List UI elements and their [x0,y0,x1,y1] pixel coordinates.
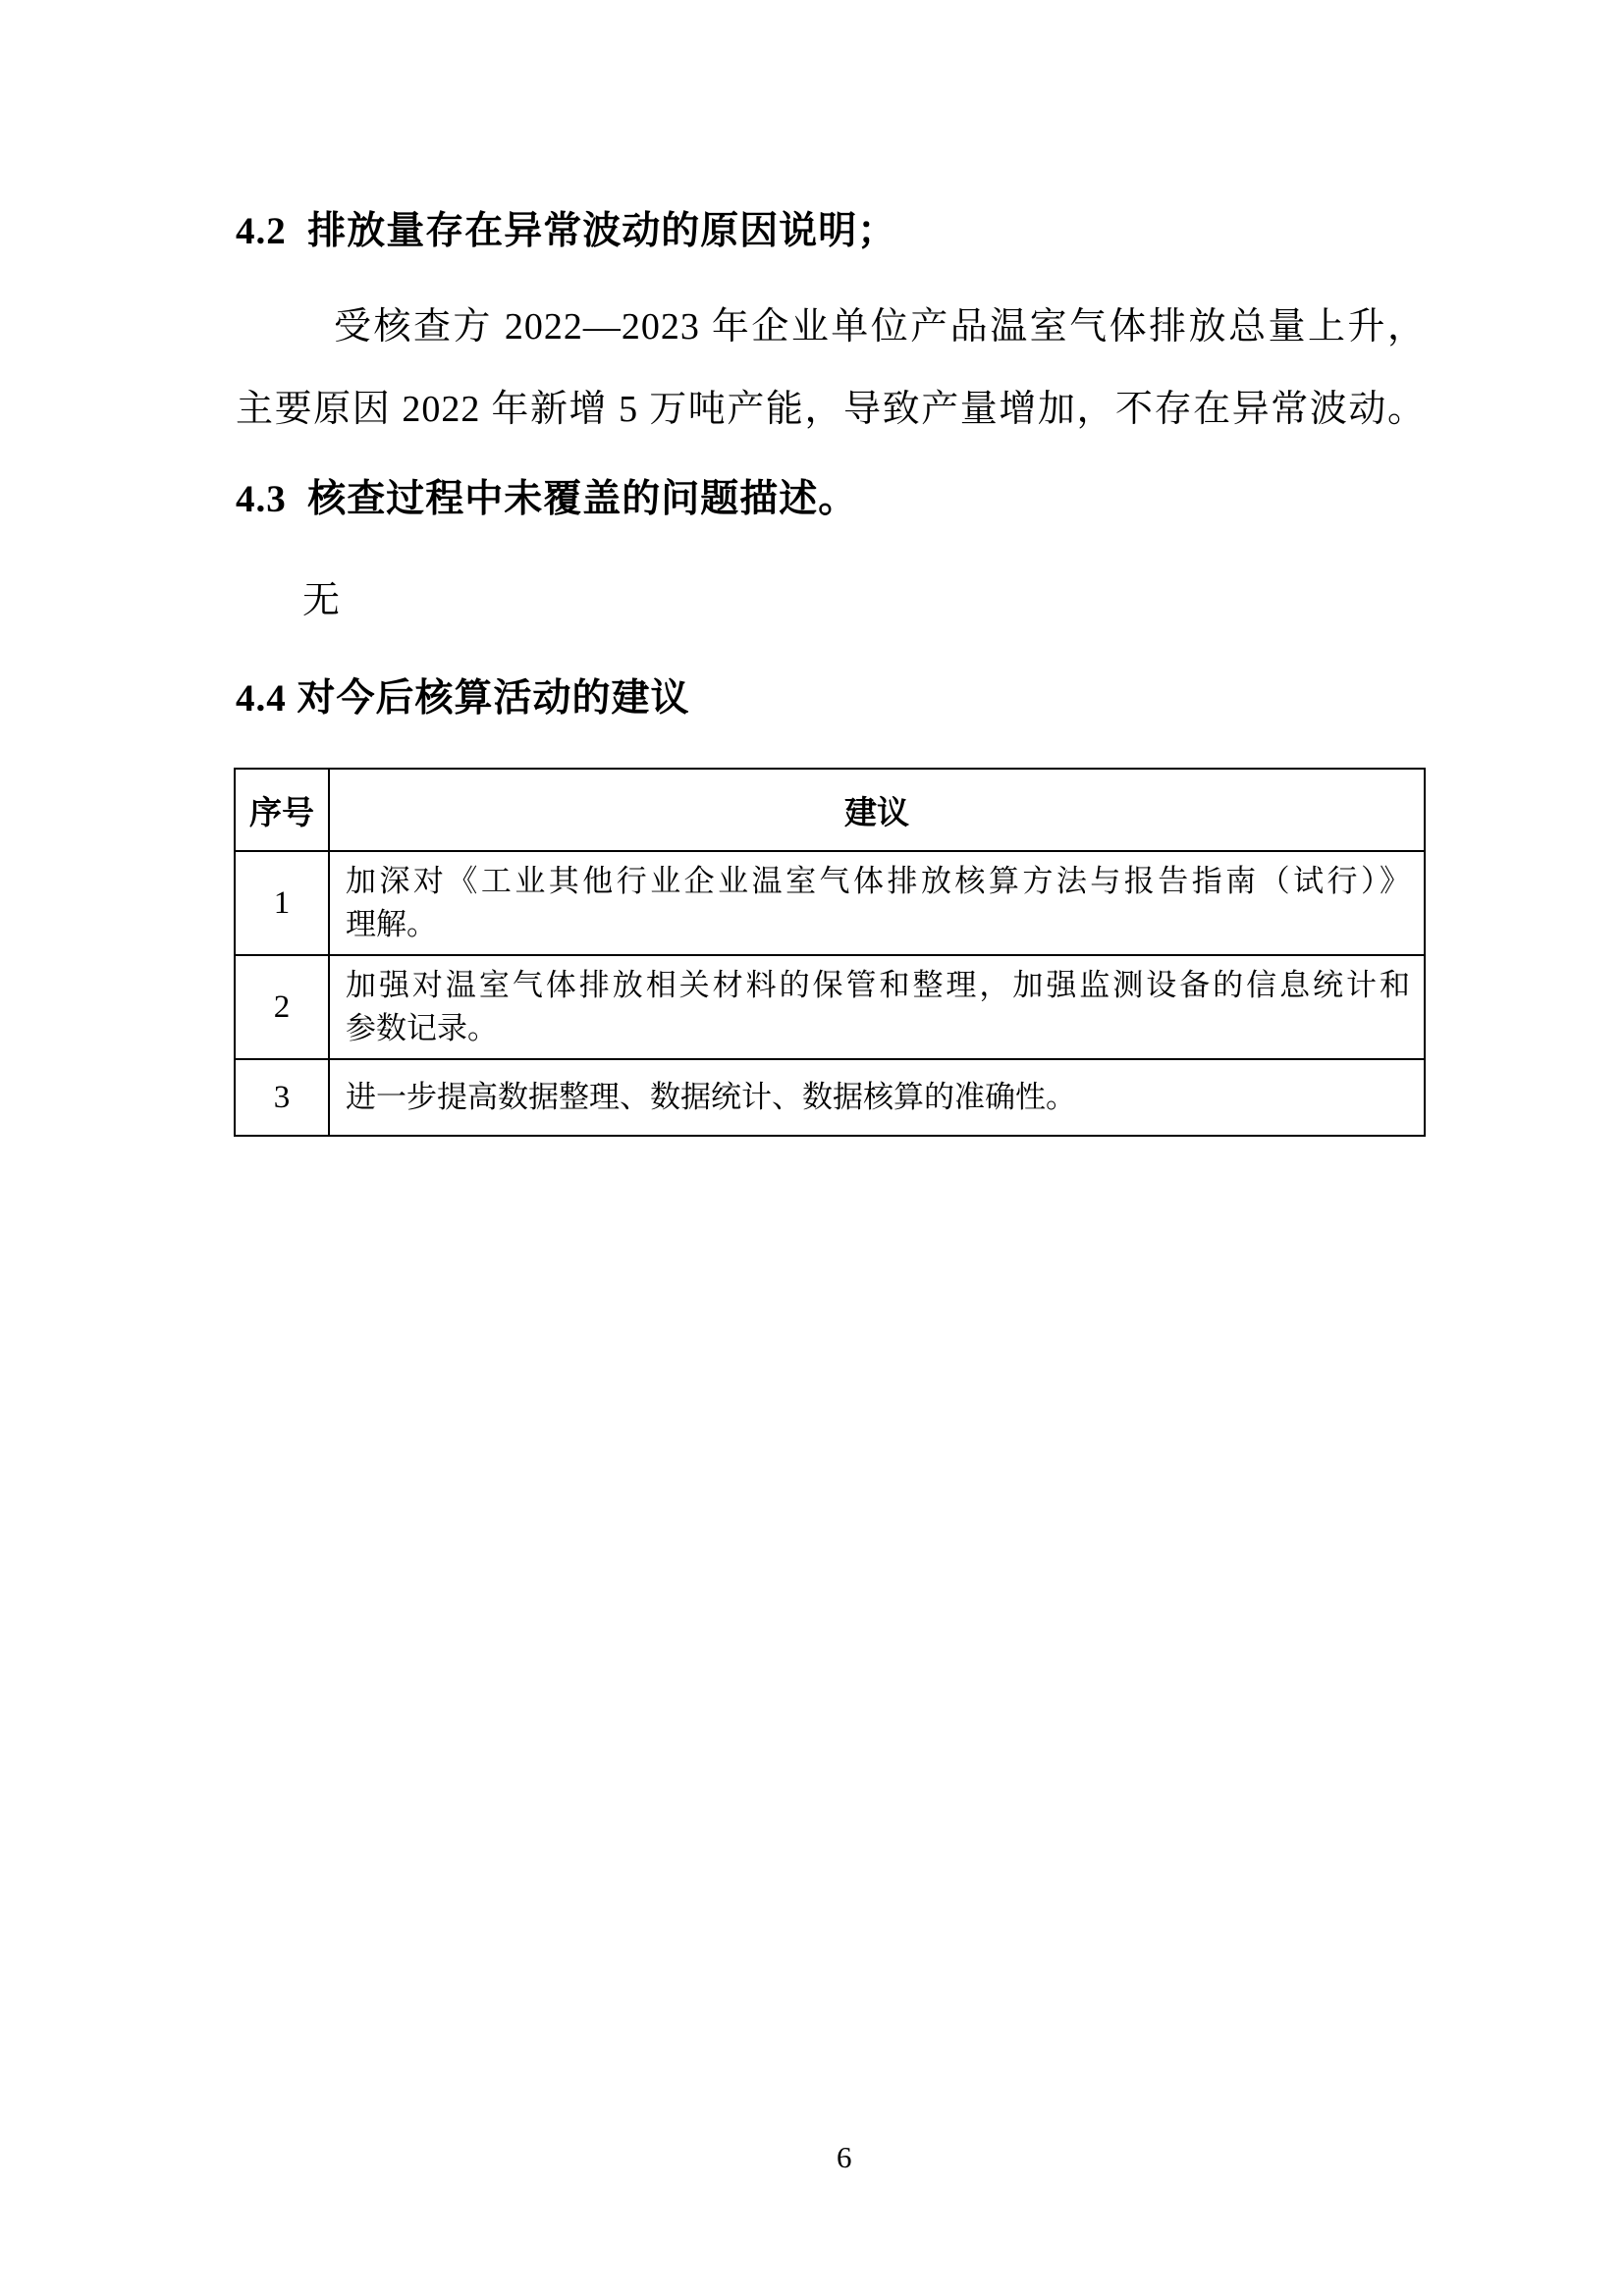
row-2-line-2: 参数记录。 [346,1011,498,1045]
table-header-suggestion: 建议 [329,769,1425,851]
row-3-line-1: 进一步提高数据整理、数据统计、数据核算的准确性。 [346,1080,1076,1114]
row-2-suggestion [329,955,1425,1059]
row-2-number: 2 [235,955,329,1059]
row-3-number: 3 [235,1059,329,1136]
section-heading-4-4: 4.4 对今后核算活动的建议 [236,677,690,720]
table-header-no: 序号 [235,769,329,851]
section-heading-4-3: 4.3 核查过程中未覆盖的问题描述。 [236,478,858,520]
row-1-line-2: 理解。 [346,907,437,941]
row-2-line-1: 加强对温室气体排放相关材料的保管和整理，加强监测设备的信息统计和 [346,968,1410,1002]
table-header-row [235,769,1425,851]
row-3-suggestion [329,1059,1425,1136]
table-row [235,1059,1425,1136]
row-1-line-1: 加深对《工业其他行业企业温室气体排放核算方法与报告指南（试行）》 [346,864,1410,898]
page-number: 6 [837,2140,852,2174]
table-row [235,851,1425,955]
table-row [235,955,1425,1059]
section-heading-4-2: 4.2 排放量存在异常波动的原因说明； [236,210,897,252]
suggestions-table [234,768,1426,1137]
row-1-suggestion [329,851,1425,955]
paragraph-4-3-none: 无 [302,580,341,621]
row-1-number: 1 [235,851,329,955]
paragraph-4-2-line-1: 受核查方 2022—2023 年企业单位产品温室气体排放总量上升， [334,306,1426,347]
paragraph-4-2-line-2: 主要原因 2022 年新增 5 万吨产能，导致产量增加，不存在异常波动。 [236,389,1426,430]
